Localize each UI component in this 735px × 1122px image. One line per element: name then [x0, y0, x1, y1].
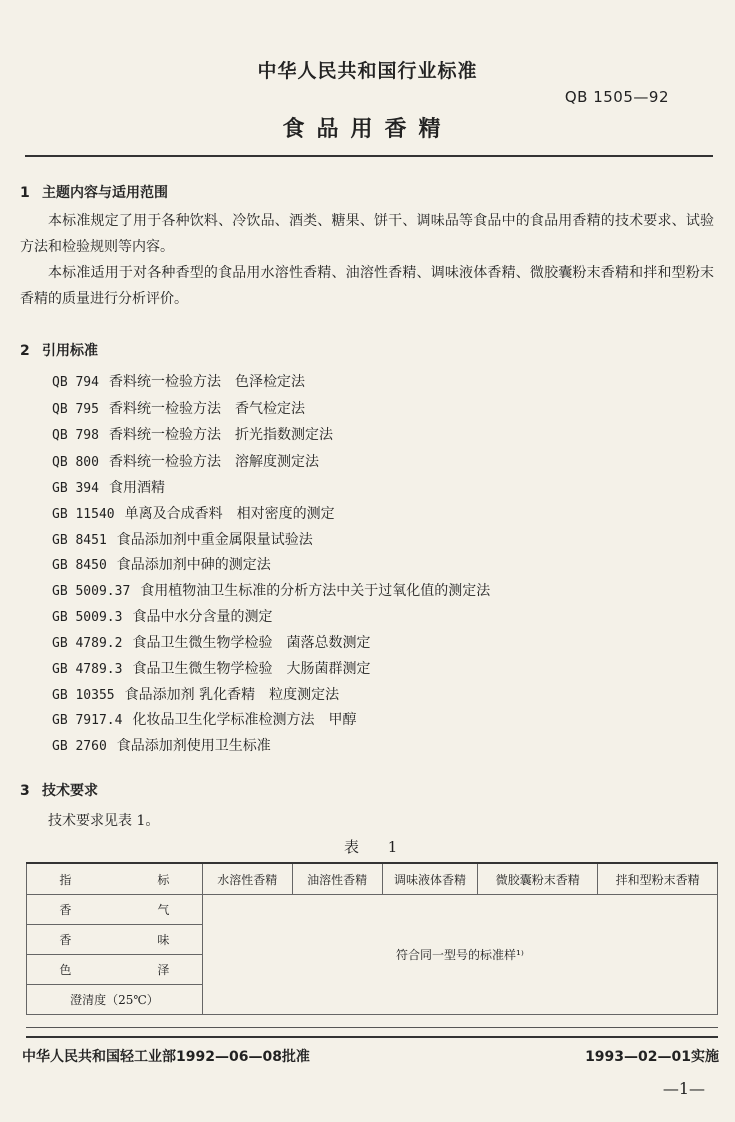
row-label	[27, 895, 203, 925]
reference-item	[52, 503, 335, 523]
reference-code: GB 2760	[52, 739, 107, 754]
reference-item	[52, 606, 286, 626]
reference-subject: 大肠菌群测定	[286, 661, 371, 677]
label-char: 色	[59, 963, 113, 977]
reference-title: 食品添加剂中砷的测定法	[116, 557, 271, 573]
indicator-header	[27, 863, 203, 895]
reference-code: GB 5009.3	[52, 610, 123, 625]
spec-table	[26, 862, 718, 1015]
reference-code: QB 800	[52, 455, 99, 470]
table-header-row	[27, 863, 718, 895]
section-1-body	[20, 208, 714, 312]
table-row	[27, 895, 718, 925]
row-label: 澄清度（25℃）	[27, 985, 203, 1015]
reference-title: 香料统一检验方法	[108, 454, 221, 470]
reference-code: GB 8451	[52, 533, 107, 548]
reference-subject: 菌落总数测定	[286, 635, 371, 651]
paragraph: 本标准规定了用于各种饮料、冷饮品、酒类、糖果、饼干、调味品等食品中的食品用香精的技术要求、试验方法和检验规则等内容。	[20, 213, 714, 255]
section-number: 1	[20, 185, 30, 201]
reference-title: 香料统一检验方法	[108, 374, 221, 390]
reference-code: GB 8450	[52, 558, 107, 573]
label-char: 香	[59, 933, 113, 947]
label-char: 香	[59, 903, 113, 917]
reference-subject: 相对密度的测定	[236, 506, 335, 522]
reference-title: 食品卫生微生物学检验	[132, 635, 273, 651]
reference-item	[52, 709, 356, 729]
reference-subject: 甲醇	[328, 712, 357, 728]
label-char: 味	[157, 933, 170, 947]
section-1-heading	[20, 182, 168, 202]
reference-item	[52, 554, 285, 574]
reference-code: GB 394	[52, 481, 99, 496]
reference-title: 食品添加剂中重金属限量试验法	[116, 532, 313, 548]
reference-subject: 粒度测定法	[269, 687, 340, 703]
merged-requirement-cell: 符合同一型号的标准样¹⁾	[202, 895, 717, 1015]
reference-code: QB 798	[52, 428, 99, 443]
reference-subject: 折光指数测定法	[234, 427, 333, 443]
column-header: 水溶性香精	[202, 863, 292, 895]
footer-rule	[26, 1036, 718, 1038]
section-title: 主题内容与适用范围	[42, 185, 168, 201]
paragraph: 本标准适用于对各种香型的食品用水溶性香精、油溶性香精、调味液体香精、微胶囊粉末香精和拌和型粉末香精的质量进行分析评价。	[20, 265, 714, 307]
reference-item	[52, 735, 285, 755]
document-title: 食品用香精	[282, 117, 453, 142]
reference-title: 食品添加剂使用卫生标准	[116, 738, 271, 754]
reference-subject: 色泽检定法	[234, 374, 305, 390]
reference-title: 食用植物油卫生标准的分析方法中关于过氧化值的测定法	[140, 583, 491, 599]
effective-date: 1993—02—01实施	[585, 1049, 719, 1065]
approval-line: 中华人民共和国轻工业部1992—06—08批准	[22, 1049, 310, 1065]
reference-code: GB 11540	[52, 507, 115, 522]
reference-title: 化妆品卫生化学标准检测方法	[132, 712, 315, 728]
reference-subject: 香气检定法	[234, 401, 305, 417]
section-3-body	[20, 808, 714, 834]
reference-title: 香料统一检验方法	[108, 401, 221, 417]
reference-item	[52, 580, 504, 600]
section-3-heading	[20, 780, 98, 800]
section-title: 引用标准	[42, 343, 98, 359]
row-label	[27, 955, 203, 985]
page-number: —1—	[662, 1079, 705, 1098]
reference-code: GB 4789.2	[52, 636, 123, 651]
reference-code: QB 795	[52, 402, 99, 417]
reference-code: QB 794	[52, 375, 99, 390]
reference-item	[52, 398, 305, 418]
header-char: 指	[59, 872, 113, 887]
section-title: 技术要求	[42, 783, 98, 799]
standard-code: QB 1505—92	[564, 88, 669, 106]
reference-code: GB 10355	[52, 688, 115, 703]
reference-code: GB 4789.3	[52, 662, 123, 677]
table-bottom-rule	[26, 1027, 718, 1028]
reference-item	[52, 477, 179, 497]
table-caption: 表 1	[344, 838, 410, 856]
reference-title: 食品中水分含量的测定	[132, 609, 273, 625]
reference-code: GB 5009.37	[52, 584, 131, 599]
header-rule	[25, 155, 713, 157]
label-char: 气	[157, 903, 170, 917]
reference-item	[52, 684, 339, 704]
label-char: 泽	[157, 963, 170, 977]
reference-item	[52, 424, 333, 444]
column-header: 调味液体香精	[382, 863, 478, 895]
column-header: 微胶囊粉末香精	[478, 863, 598, 895]
section-number: 3	[20, 783, 30, 799]
section-number: 2	[20, 343, 30, 359]
reference-title: 食品卫生微生物学检验	[132, 661, 273, 677]
reference-item	[52, 529, 327, 549]
reference-item	[52, 371, 305, 391]
reference-code: GB 7917.4	[52, 713, 123, 728]
reference-item	[52, 658, 370, 678]
reference-title: 食品添加剂 乳化香精	[124, 687, 256, 703]
section-2-heading	[20, 340, 98, 360]
row-label	[27, 925, 203, 955]
reference-subject: 溶解度测定法	[234, 454, 319, 470]
column-header: 拌和型粉末香精	[598, 863, 718, 895]
reference-item	[52, 632, 370, 652]
reference-title: 香料统一检验方法	[108, 427, 221, 443]
reference-title: 单离及合成香料	[124, 506, 223, 522]
paragraph: 技术要求见表 1。	[48, 813, 160, 829]
reference-title: 食用酒精	[108, 480, 165, 496]
column-header: 油溶性香精	[292, 863, 382, 895]
issuing-organization: 中华人民共和国行业标准	[257, 60, 478, 82]
header-char: 标	[157, 872, 170, 887]
reference-item	[52, 451, 319, 471]
